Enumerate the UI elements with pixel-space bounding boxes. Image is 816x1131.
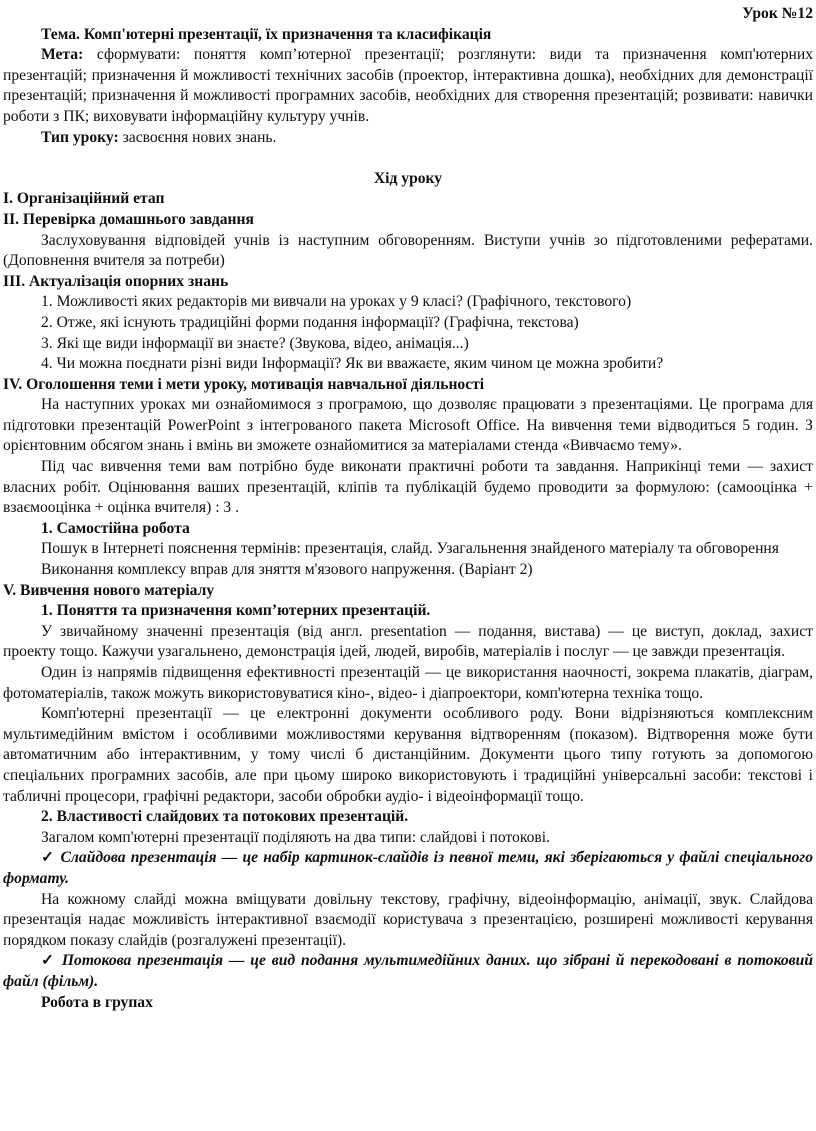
lesson-type-text: засвоєння нових знань. bbox=[122, 128, 277, 146]
section-5-paragraph-1: У звичайному значенні презентація (від англ. presentation — подання, вистава) — це виступ, доклад, захист проекту тощо. Кажучи узагальнено, демонстрація ідей, людей, виробів, матеріалів і послуг — це завжди презентація. bbox=[3, 622, 813, 661]
goal-label: Мета: bbox=[41, 46, 84, 64]
stream-definition-text: Потокова презентація — це вид подання мультимедійних даних. що зібрані й перекодовані в потоковий файл (фільм). bbox=[3, 952, 813, 990]
goal-text: сформувати: поняття комп’ютерної презентації; розглянути: види та призначення комп'ютерних презентацій; призначення й можливості технічних засобів (проектор, інтерактивна дошка), необхідних для демонстрації презентацій; призначення й можливості програмних засобів, необхідних для створення презентацій; розвивати: навички роботи з ПК; виховувати інформаційну культуру учнів. bbox=[3, 46, 813, 125]
topic-text: Комп'ютерні презентації, їх призначення та класифікація bbox=[83, 25, 492, 43]
section-4-paragraph-3: Пошук в Інтернеті пояснення термінів: презентація, слайд. Узагальнення знайденого матеріалу та обговорення bbox=[41, 540, 779, 558]
course-heading: Хід уроку bbox=[373, 169, 443, 187]
section-4-paragraph-1: На наступних уроках ми ознайомимося з програмою, що дозволяє працювати з презентаціями. Це програма для підготовки презентацій PowerPoint з інтегрованого пакета Microsoft Office. На вивчення теми відводиться 5 годин. З орієнтовним обсягом знань і вмінь ви зможете ознайомитися за матеріалами стенда «Вивчаємо тему». bbox=[3, 396, 813, 455]
spacer bbox=[3, 148, 813, 169]
properties-heading: 2. Властивості слайдових та потокових презентацій. bbox=[41, 808, 409, 826]
goal-paragraph bbox=[3, 45, 813, 127]
section-5-paragraph-4: Загалом комп'ютерні презентації поділяють на два типи: слайдові і потокові. bbox=[41, 828, 550, 846]
section-4-paragraph-2: Під час вивчення теми вам потрібно буде виконати практичні роботи та завдання. Наприкінці теми — захист власних робіт. Оцінювання ваших презентацій, кліпів та публікацій будемо проводити за формулою: (самооцінка + взаємооцінка + оцінка вчителя) : 3 . bbox=[3, 458, 813, 517]
checkmark-icon: ✓ bbox=[41, 952, 57, 970]
section-5-paragraph-2: Один із напрямів підвищення ефективності презентацій — це використання наочності, зокрема плакатів, діаграм, фотоматеріалів, також можуть використовуватися кіно-, відео- і діапроектори, комп'ютерна техніка тощо. bbox=[3, 664, 813, 702]
lesson-type-label: Тип уроку: bbox=[41, 128, 119, 146]
section-5-heading: V. Вивчення нового матеріалу bbox=[3, 581, 215, 599]
section-1-heading: I. Організаційний етап bbox=[3, 190, 165, 208]
concept-heading: 1. Поняття та призначення комп’ютерних презентацій. bbox=[41, 602, 431, 620]
section-5-paragraph-5: На кожному слайді можна вміщувати довільну текстову, графічну, відеоінформацію, анімації, звук. Слайдова презентація надає можливість інтерактивної взаємодії користувача з презентацією, розширені можливості керування порядком показу слайдів (розгалужені презентації). bbox=[3, 890, 813, 949]
section-5-paragraph-3: Комп'ютерні презентації — це електронні документи особливого роду. Вони відрізняються комплексним мультимедійним вмістом і особливими можливостями керування відтворенням (показом). Відтворення може бути автоматичним або інтерактивним, у тому числі б дистанційним. Документи цього типу готують за допомогою спеціальних програмних засобів, але при цьому широко використовують і традиційні універсальні засоби: текстові і табличні процесори, графічні редактори, засоби обробки аудіо- і відеоінформації тощо. bbox=[3, 705, 813, 805]
question-2: 2. Отже, які існують традиційні форми подання інформації? (Графічна, текстова) bbox=[41, 313, 579, 331]
slide-definition-text: Слайдова презентація — це набір картинок-слайдів із певної теми, які зберігаються у файлі спеціального формату. bbox=[3, 849, 813, 887]
section-4-paragraph-4: Виконання комплексу вправ для зняття м'язового напруження. (Варіант 2) bbox=[41, 561, 533, 579]
lesson-type-line bbox=[3, 128, 813, 149]
topic-line bbox=[3, 25, 813, 46]
section-3-heading: III. Актуалізація опорних знань bbox=[3, 272, 229, 290]
checkmark-icon: ✓ bbox=[41, 849, 56, 867]
group-work-heading: Робота в групах bbox=[41, 993, 153, 1011]
slide-presentation-definition bbox=[3, 848, 813, 889]
question-1: 1. Можливості яких редакторів ми вивчали на уроках у 9 класі? (Графічного, текстового) bbox=[41, 293, 632, 311]
question-4: 4. Чи можна поєднати різні види Інформації? Як ви вважаєте, яким чином це можна зробити? bbox=[41, 355, 664, 373]
section-2-text: Заслуховування відповідей учнів із наступним обговоренням. Виступи учнів зо підготовленими рефератами. (Доповнення вчителя за потреби) bbox=[3, 231, 813, 270]
section-4-heading: IV. Оголошення теми і мети уроку, мотивація навчальної діяльності bbox=[3, 375, 485, 393]
stream-presentation-definition bbox=[3, 951, 813, 992]
self-work-heading: 1. Самостійна робота bbox=[41, 519, 190, 537]
topic-label: Тема. bbox=[41, 25, 80, 43]
lesson-number: Урок №12 bbox=[742, 5, 813, 22]
section-2-heading: II. Перевірка домашнього завдання bbox=[3, 210, 254, 228]
question-3: 3. Які ще види інформації ви знаєте? (Звукова, відео, анімація...) bbox=[41, 334, 469, 352]
